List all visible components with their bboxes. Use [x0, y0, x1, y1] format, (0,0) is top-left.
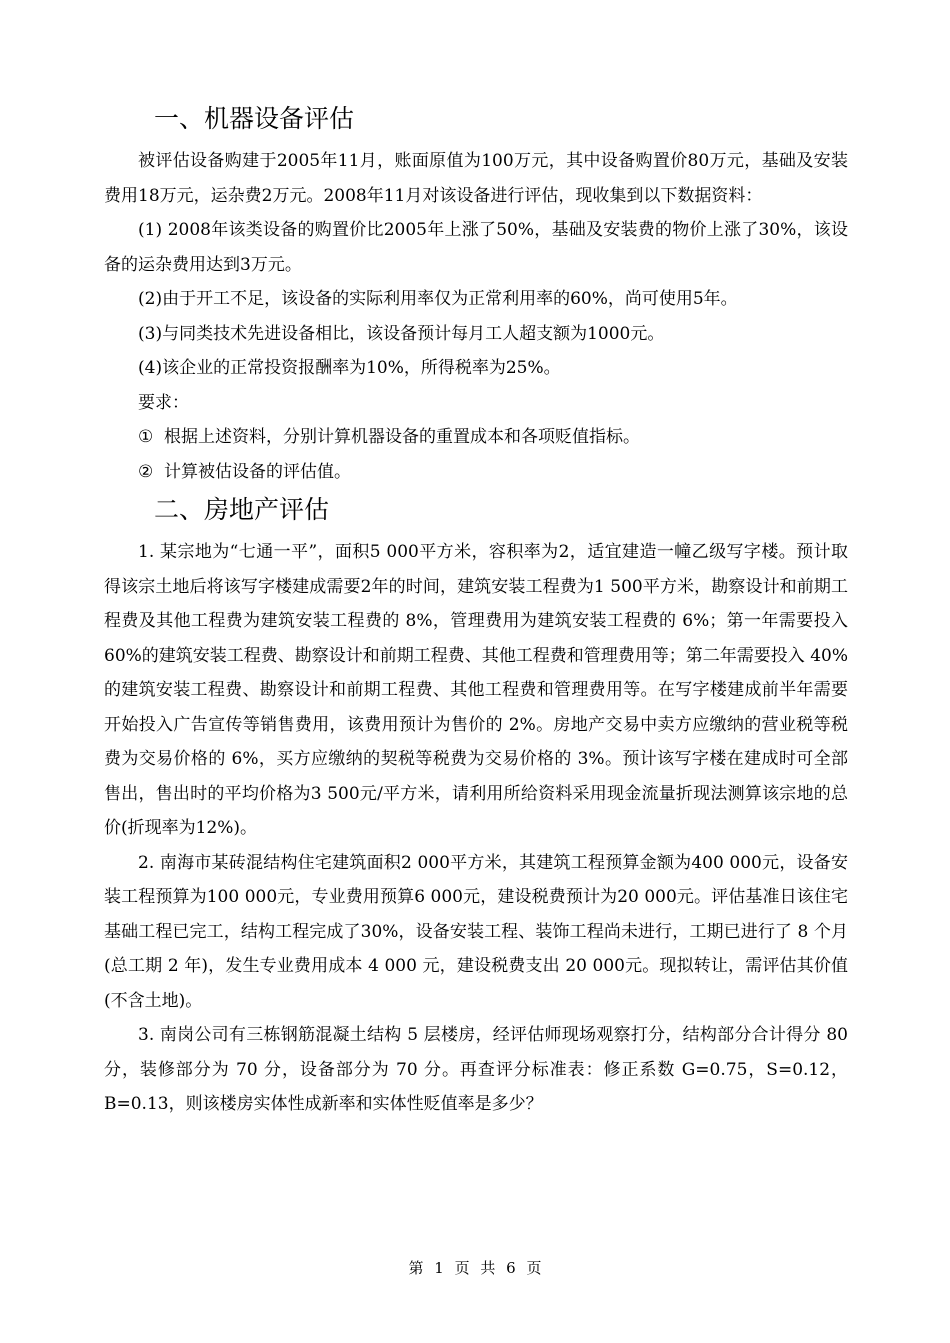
- equipment-intro: 被评估设备购建于2005年11月，账面原值为100万元，其中设备购置价80万元，基础及安装费用18万元，运杂费2万元。2008年11月对该设备进行评估，现收集到以下数据资料：: [104, 151, 848, 206]
- requirement-label: 要求：: [138, 392, 189, 413]
- page-content: [104, 100, 848, 1122]
- requirement-2-marker: ②: [138, 461, 154, 482]
- requirement-1-text: 根据上述资料，分别计算机器设备的重置成本和各项贬值指标。: [164, 427, 640, 447]
- section-title-real-estate: 二、房地产评估: [154, 495, 330, 524]
- real-estate-problem-1: 1. 某宗地为“七通一平”，面积5 000平方米，容积率为2，适宜建造一幢乙级写字楼。预计取得该宗土地后将该写字楼建成需要2年的时间，建筑安装工程费为1 500平方米，勘察设计和前期工程费及其他工程费为建筑安装工程费的 8%，管理费用为建筑安装工程费的 6%；第一年需要投入 60%的建筑安装工程费、勘察设计和前期工程费、其他工程费和管理费用等；第二年需要投入 40%的建筑安装工程费、勘察设计和前期工程费、其他工程费和管理费用等。在写字楼建成前半年需要开始投入广告宣传等销售费用，该费用预计为售价的 2%。房地产交易中卖方应缴纳的营业税等税费为交易价格的 6%，买方应缴纳的契税等税费为交易价格的 3%。预计该写字楼在建成时可全部售出，售出时的平均价格为3 500元/平方米，请利用所给资料采用现金流量折现法测算该宗地的总价(折现率为12%)。: [104, 542, 848, 838]
- requirement-2-text: 计算被估设备的评估值。: [164, 461, 351, 482]
- equipment-item-1: (1) 2008年该类设备的购置价比2005年上涨了50%，基础及安装费的物价上涨了30%，该设备的运杂费用达到3万元。: [104, 220, 848, 275]
- equipment-item-3: (3)与同类技术先进设备相比，该设备预计每月工人超支额为1000元。: [138, 323, 665, 344]
- real-estate-problem-2: 2. 南海市某砖混结构住宅建筑面积2 000平方米，其建筑工程预算金额为400 000元，设备安装工程预算为100 000元，专业费用预算6 000元，建设税费预计为20 000元。评估基准日该住宅基础工程已完工，结构工程完成了30%，设备安装工程、装饰工程尚未进行，工期已进行了 8 个月(总工期 2 年)，发生专业费用成本 4 000 元，建设税费支出 20 000元。现拟转让，需评估其价值(不含土地)。: [104, 852, 848, 1011]
- equipment-item-4: (4)该企业的正常投资报酬率为10%，所得税率为25%。: [138, 358, 561, 378]
- equipment-item-2: (2)由于开工不足，该设备的实际利用率仅为正常利用率的60%，尚可使用5年。: [138, 289, 738, 309]
- requirement-1: [104, 420, 848, 455]
- real-estate-problem-3: 3. 南岗公司有三栋钢筋混凝土结构 5 层楼房，经评估师现场观察打分，结构部分合计得分 80 分，装修部分为 70 分，设备部分为 70 分。再查评分标准表：修正系数 G=0.75，S=0.12，B=0.13，则该楼房实体性成新率和实体性贬值率是多少？: [104, 1025, 848, 1114]
- requirement-2: [104, 455, 848, 490]
- requirement-1-marker: ①: [138, 427, 154, 447]
- page-footer: 第 1 页 共 6 页: [408, 1259, 542, 1277]
- section-title-equipment: 一、机器设备评估: [154, 104, 355, 133]
